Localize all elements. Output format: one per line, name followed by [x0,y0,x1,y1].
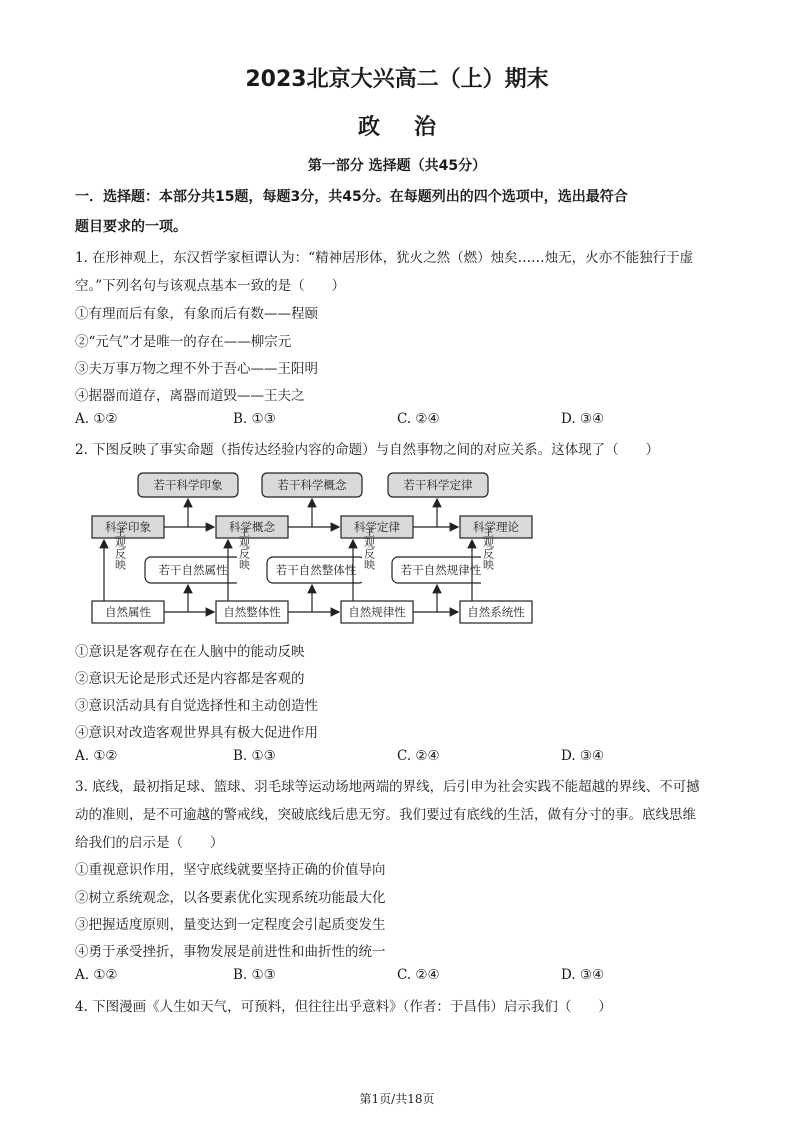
top-box-label-1: 若干科学印象 [153,478,223,492]
q2-option-a: A. ①② [75,748,118,764]
q2-option-b: B. ①③ [233,748,276,764]
q2-item-3: ③意识活动具有自觉选择性和主动创造性 [75,698,318,714]
top-box-label-2: 若干科学概念 [277,478,347,492]
inner-box-label-2: 若干自然整体性 [275,563,357,577]
bottom-box-label-2: 自然整体性 [223,605,281,619]
mid-box-label-2: 科学概念 [229,520,275,534]
q1-item-2: ②“元气”才是唯一的存在——柳宗元 [75,334,292,350]
q3-option-b: B. ①③ [233,967,276,983]
exam-title: 2023北京大兴高二（上）期末 [245,67,549,92]
q3-option-a: A. ①② [75,967,118,983]
page-number: 第1页/共18页 [359,1092,435,1106]
q3-stem-line3: 给我们的启示是（ ） [75,835,224,851]
q2-item-1: ①意识是客观存在在人脑中的能动反映 [75,644,305,660]
q2-stem-line1: 2. 下图反映了事实命题（指传达经验内容的命题）与自然事物之间的对应关系。这体现了（ ） [75,442,660,458]
q2-diagram [0,460,794,630]
q1-item-1: ①有理而后有象，有象而后有数——程颐 [75,306,318,322]
q2-item-4: ④意识对改造客观世界具有极大促进作用 [75,725,318,741]
q4-stem-line1: 4. 下图漫画《人生如天气，可预料，但往往出乎意料》（作者：于昌伟）启示我们（ ） [75,999,612,1015]
top-box-label-3: 若干科学定律 [403,478,473,492]
q2-option-c: C. ②④ [397,748,440,764]
bottom-box-label-3: 自然规律性 [348,605,406,619]
reflect-label-4: 主观反映 [481,526,495,570]
section-instruction-line2: 题目要求的一项。 [75,219,187,235]
q3-item-2: ②树立系统观念，以各要素优化实现系统功能最大化 [75,890,386,906]
part-heading: 第一部分 选择题（共45分） [307,158,487,174]
reflect-label-3: 主观反映 [362,526,376,570]
q3-stem-line1: 3. 底线，最初指足球、篮球、羽毛球等运动场地两端的界线，后引申为社会实践不能超越的界线、不可撼 [75,779,700,795]
q1-stem-line1: 1. 在形神观上，东汉哲学家桓谭认为：“精神居形体，犹火之然（燃）烛矣……烛无，火亦不能独行于虚 [75,250,694,266]
q2-option-d: D. ③④ [561,748,605,764]
mid-box-label-1: 科学印象 [105,520,151,534]
mid-box-label-4: 科学理论 [473,520,519,534]
q1-option-a: A. ①② [75,411,118,427]
q1-option-b: B. ①③ [233,411,276,427]
q1-stem-line2: 空。”下列名句与该观点基本一致的是（ ） [75,278,346,294]
q1-option-c: C. ②④ [397,411,440,427]
inner-box-label-3: 若干自然规律性 [400,563,482,577]
bottom-box-label-4: 自然系统性 [467,605,525,619]
reflect-label-1: 主观反映 [113,526,127,570]
bottom-box-label-1: 自然属性 [105,605,151,619]
q1-item-3: ③夫万事万物之理不外于吾心——王阳明 [75,361,318,377]
subject-title: 政治 [357,115,470,140]
q3-item-4: ④勇于承受挫折，事物发展是前进性和曲折性的统一 [75,944,386,960]
q2-item-2: ②意识无论是形式还是内容都是客观的 [75,671,305,687]
q3-item-1: ①重视意识作用，坚守底线就要坚持正确的价值导向 [75,862,386,878]
section-instruction-line1: 一．选择题：本部分共15题，每题3分，共45分。在每题列出的四个选项中，选出最符合 [75,189,628,205]
q1-option-d: D. ③④ [561,411,605,427]
reflect-label-2: 主观反映 [237,526,251,570]
q3-stem-line2: 动的准则，是不可逾越的警戒线，突破底线后患无穷。我们要过有底线的生活，做有分寸的事。底线思维 [75,807,696,823]
q3-item-3: ③把握适度原则，量变达到一定程度会引起质变发生 [75,917,386,933]
q1-item-4: ④据器而道存，离器而道毁——王夫之 [75,388,305,404]
mid-box-label-3: 科学定律 [354,520,400,534]
inner-box-label-1: 若干自然属性 [158,563,228,577]
q3-option-d: D. ③④ [561,967,605,983]
q3-option-c: C. ②④ [397,967,440,983]
